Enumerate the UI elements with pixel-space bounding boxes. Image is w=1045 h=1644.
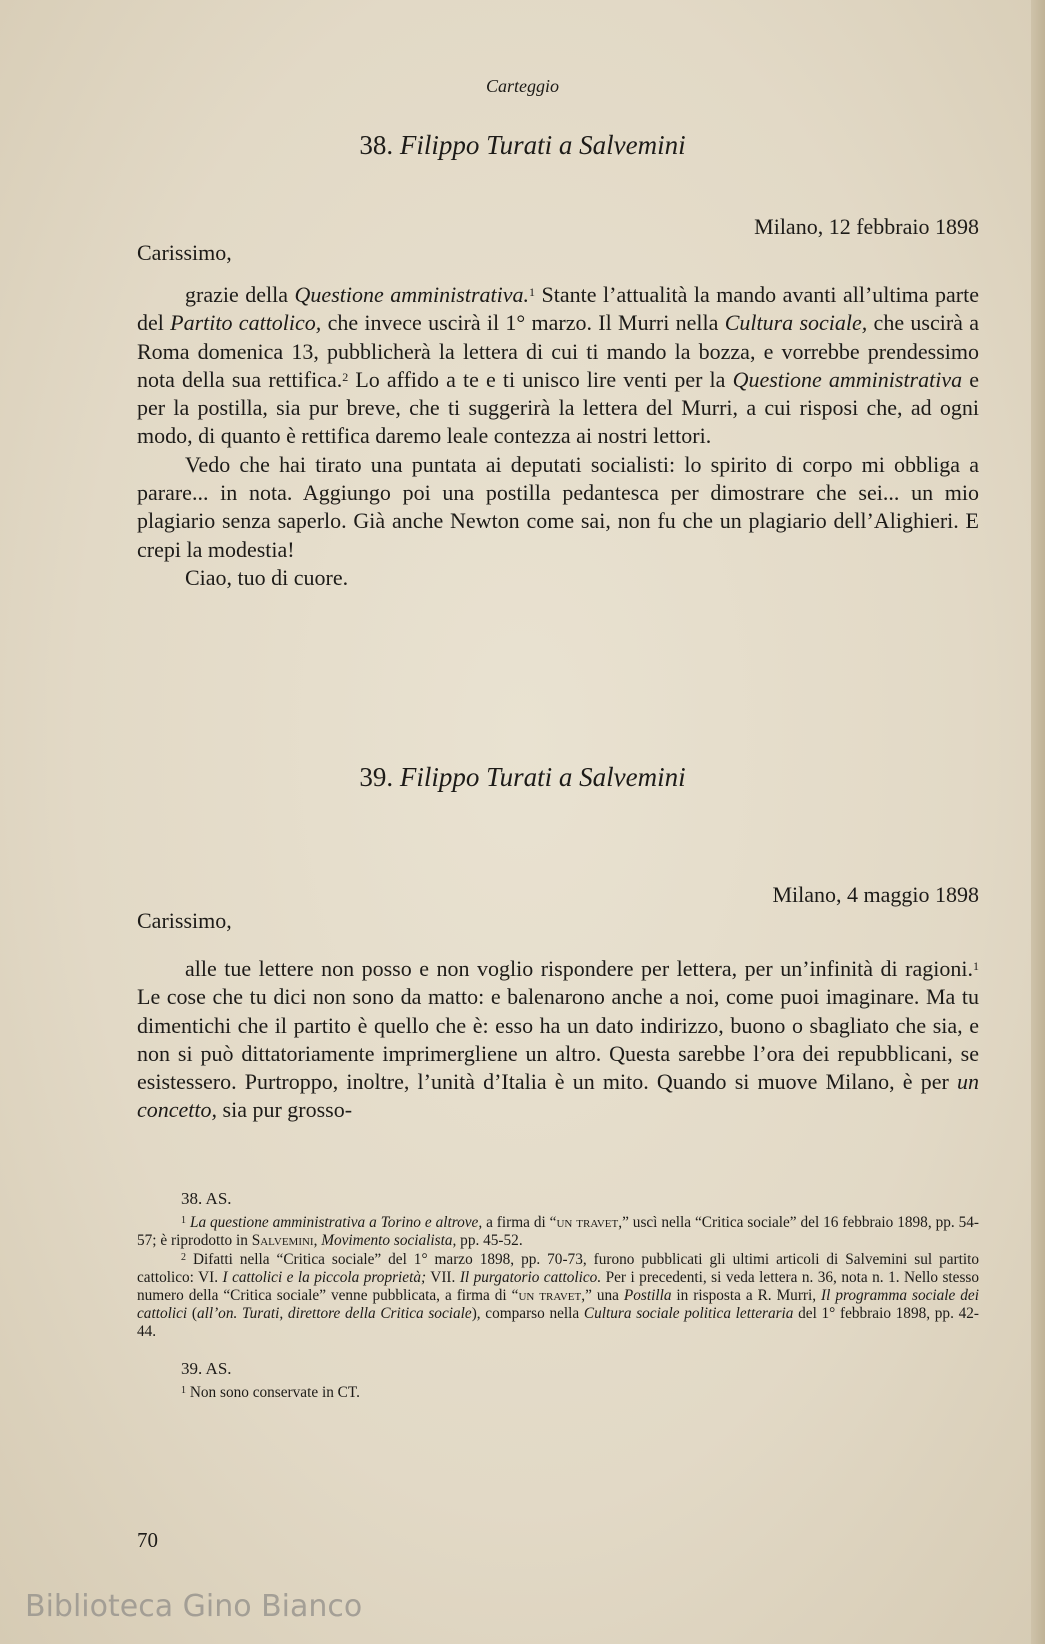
letter-38-dateline: Milano, 12 febbraio 1898 [754, 214, 979, 239]
page-edge [1031, 0, 1045, 1644]
footnote-38-2: $^2$ Difatti nella “Critica sociale” del 1° marzo 1898, pp. 70-73, furono pubblicati gli ultimi articoli di Salvemini sul partito cattolico: VI. I cattolici e la piccola proprietà; VII. Il purgatorio cattolico. Per i precedenti, si veda lettera n. 36, nota n. 1. Nello stesso numero della “Critica sociale” venne pubblicata, a firma di “un travet,” una Postilla in risposta a R. Murri, Il programma sociale dei cattolici (all’on. Turati, direttore della Critica sociale), comparso nella Cultura sociale politica letteraria del 1° febbraio 1898, pp. 42-44. [137, 1250, 980, 1341]
letter-39-paragraph-1: alle tue lettere non posso e non voglio rispondere per lettera, per un’infinità di ragioni.$^1$ Le cose che tu dici non sono da matto: e balenarono anche a noi, come puoi imaginare. Ma tu dimentichi che il partito è quello che è: esso ha un dato indirizzo, buono o sbagliato che sia, e non si può dittatoriamente imprimergliene un altro. Questa sarebbe l’ora dei repubblicani, se esistessero. Purtroppo, inoltre, l’unità d’Italia è un mito. Quando si muove Milano, è per un concetto, sia pur grosso- [137, 956, 979, 1123]
letter-38-number: 38. [359, 130, 394, 160]
footnote-ref: 1 [529, 285, 536, 299]
footnote-ref: 1 [973, 959, 979, 973]
letter-39-number: 39. [359, 762, 394, 792]
letter-38-paragraph-2: Vedo che hai tirato una puntata ai deputati socialisti: lo spirito di corpo mi obbliga a parare... in nota. Aggiungo poi una postilla pedantesca per dimostrare che sei... un mio plagiario senza saperlo. Già anche Newton come sai, non fu che un plagiario dell’Alighieri. E crepi la modestia! [137, 451, 979, 562]
notes-39-heading: 39. AS. [181, 1358, 232, 1378]
library-watermark: Biblioteca Gino Bianco [25, 1589, 363, 1624]
footnote-ref: 2 [342, 369, 349, 384]
letter-39-body [137, 955, 979, 1125]
letter-39-heading: Filippo Turati a Salvemini [399, 762, 686, 792]
letter-38-paragraph-3: Ciao, tuo di cuore. [185, 564, 349, 590]
letter-38-paragraph-1: grazie della Questione amministrativa.$^1$ Stante l’attualità la mando avanti all’ultima parte del Partito cattolico, che invece uscirà il 1° marzo. Il Murri nella Cultura sociale, che uscirà a Roma domenica 13, pubblicherà la lettera di cui ti mando la bozza, e vorrebbe prendessimo nota della sua rettifica.$^2$ Lo affido a te e ti unisco lire venti per la Questione amministrativa e per la postilla, sia pur breve, che ti suggerirà la lettera del Murri, a cui risposi che, ad ogni modo, di quanto è rettifica daremo leale contezza ai nostri lettori. [137, 282, 979, 449]
page-number: 70 [137, 1528, 158, 1552]
footnote-39-1: $^1$ Non sono conservate in CT. [181, 1383, 360, 1401]
letter-38-body [137, 281, 979, 592]
letter-39-dateline: Milano, 4 maggio 1898 [772, 882, 979, 907]
letter-38-salutation: Carissimo, [137, 240, 232, 265]
footnotes [137, 1190, 979, 1402]
letter-39-title [0, 762, 1045, 793]
letter-38-title [0, 130, 1045, 161]
letter-38-heading: Filippo Turati a Salvemini [399, 130, 686, 160]
letter-39-salutation: Carissimo, [137, 908, 232, 933]
footnote-38-1: $^1$ La questione amministrativa a Torino e altrove, a firma di “un travet,” uscì nella “Critica sociale” del 16 febbraio 1898, pp. 54-57; è riprodotto in Salvemini, Movimento socialista, pp. 45-52. [137, 1214, 980, 1250]
running-head: Carteggio [485, 76, 559, 96]
notes-38-heading: 38. AS. [181, 1189, 232, 1208]
